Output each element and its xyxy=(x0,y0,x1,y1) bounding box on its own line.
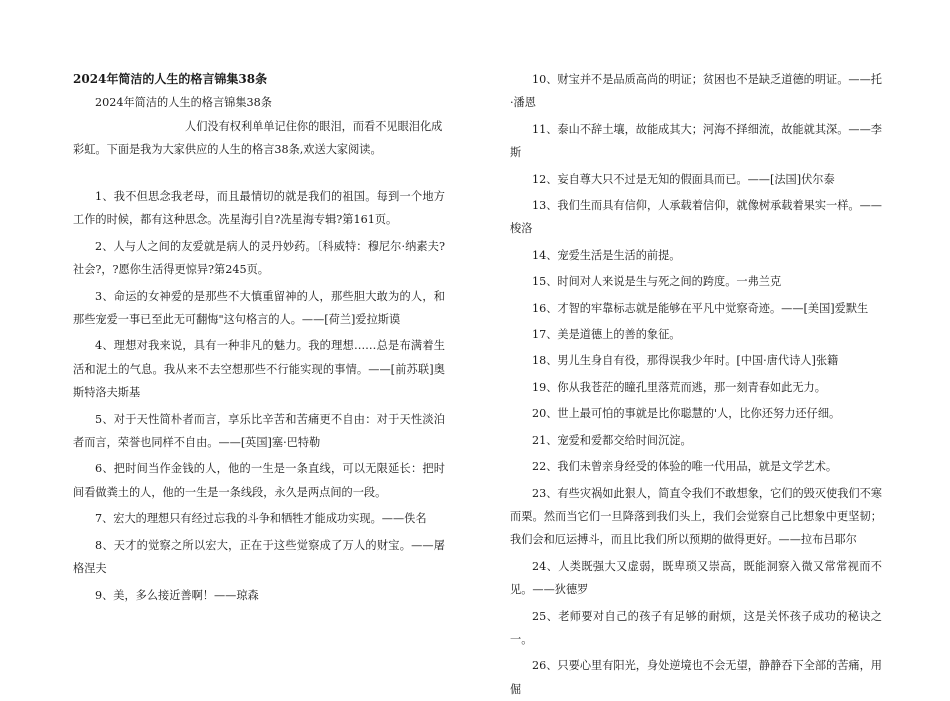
quote-item: 25、老师要对自己的孩子有足够的耐烦，这是关怀孩子成功的秘诀之一。 xyxy=(510,609,882,646)
quote-item: 3、命运的女神爱的是那些不大慎重留神的人，那些胆大敢为的人，和那些宠爱一事已至此无可翻悔"这句格言的人。——[荷兰]爱拉斯谟 xyxy=(73,289,445,327)
quote-item: 18、男儿生身自有役，那得误我少年时。[中国·唐代诗人]张籍 xyxy=(532,354,839,368)
quote-item: 14、宠爱生活是生活的前提。 xyxy=(532,248,681,262)
quote-item: 16、才智的牢靠标志就是能够在平凡中觉察奇迹。——[美国]爱默生 xyxy=(532,301,869,315)
left-quote-list xyxy=(73,185,445,607)
document-title: 2024年简洁的人生的格言锦集38条 xyxy=(73,72,268,86)
quote-item: 6、把时间当作金钱的人，他的一生是一条直线，可以无限延长：把时间看做粪土的人，他的一生是一条线段，永久是两点间的一段。 xyxy=(73,462,445,499)
quote-item: 7、宏大的理想只有经过忘我的斗争和牺牲才能成功实现。——佚名 xyxy=(95,512,427,526)
quote-item: 19、你从我苍茫的瞳孔里落荒而逃，那一刻青春如此无力。 xyxy=(532,380,826,394)
quote-item: 24、人类既强大又虚弱，既卑琐又崇高，既能洞察入微又常常视而不见。——狄德罗 xyxy=(510,559,882,597)
quote-item: 1、我不但思念我老母，而且最情切的就是我们的祖国。每到一个地方工作的时候，都有这种思念。冼星海引自?冼星海专辑?第161页。 xyxy=(73,190,445,227)
right-quote-list xyxy=(510,68,882,701)
quote-item: 8、天才的觉察之所以宏大，正在于这些觉察成了万人的财宝。——屠格涅夫 xyxy=(73,538,445,576)
left-column xyxy=(73,68,445,607)
quote-item: 4、理想对我来说，具有一种非凡的魅力。我的理想……总是布满着生活和泥土的气息。我从来不去空想那些不行能实现的事情。——[前苏联]奥斯特洛夫斯基 xyxy=(73,339,445,400)
quote-item: 11、泰山不辞土壤，故能成其大；河海不择细流，故能就其深。——李斯 xyxy=(510,122,882,160)
quote-item: 12、妄自尊大只不过是无知的假面具而已。——[法国]伏尔泰 xyxy=(532,172,835,186)
blank-line xyxy=(73,162,445,185)
quote-item: 20、世上最可怕的事就是比你聪慧的'人，比你还努力还仔细。 xyxy=(532,407,841,421)
quote-item: 13、我们生而具有信仰，人承载着信仰，就像树承载着果实一样。——梭洛 xyxy=(510,199,882,236)
document-subtitle: 2024年简洁的人生的格言锦集38条 xyxy=(95,96,272,110)
quote-item: 10、财宝并不是品质高尚的明证；贫困也不是缺乏道德的明证。——托·潘恩 xyxy=(510,73,882,110)
quote-item: 9、美，多么接近善啊！——琼森 xyxy=(95,588,259,602)
quote-item: 17、美是道德上的善的象征。 xyxy=(532,328,681,342)
quote-item: 22、我们未曾亲身经受的体验的唯一代用品，就是文学艺术。 xyxy=(532,460,838,474)
intro-paragraph: 人们没有权利单单记住你的眼泪，而看不见眼泪化成彩虹。下面是我为大家供应的人生的格言38条,欢送大家阅读。 xyxy=(73,119,443,157)
quote-item: 15、时间对人来说是生与死之间的跨度。一弗兰克 xyxy=(532,275,782,289)
quote-item: 5、对于天性简朴者而言，享乐比辛苦和苦痛更不自由：对于天性淡泊者而言，荣誉也同样不自由。——[英国]塞·巴特勒 xyxy=(73,412,445,450)
quote-item: 21、宠爱和爱都交给时间沉淀。 xyxy=(532,433,692,447)
quote-item: 26、只要心里有阳光，身处逆境也不会无望，静静吞下全部的苦痛，用倔 xyxy=(510,659,882,696)
right-column xyxy=(510,68,882,701)
quote-item: 2、人与人之间的友爱就是病人的灵丹妙药。〔科威特：穆尼尔·纳素夫?社会?，?愿你生活得更惊异?第245页。 xyxy=(73,239,445,277)
quote-item: 23、有些灾祸如此狠人，简直令我们不敢想象，它们的毁灭使我们不寒而栗。然而当它们一旦降落到我们头上，我们会觉察自己比想象中更坚韧；我们会和厄运搏斗，而且比我们所以预期的做得更好。——拉布吕耶尔 xyxy=(510,486,882,547)
